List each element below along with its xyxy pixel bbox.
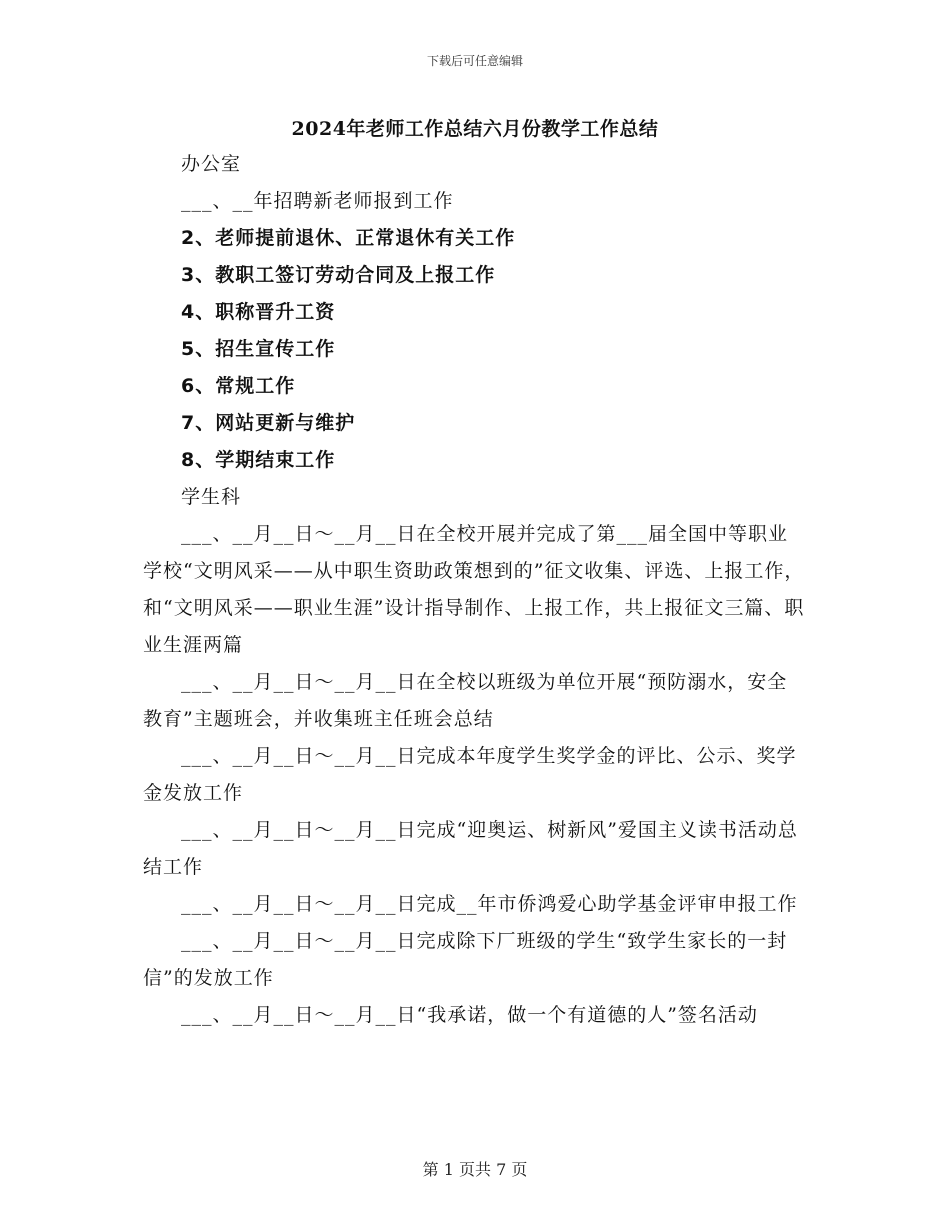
body-paragraph: ___、__月__日～__月__日在全校以班级为单位开展“预防溺水，安全教育”主题班会，并收集班主任班会总结 (143, 671, 788, 730)
body-paragraph: ___、__月__日～__月__日完成本年度学生奖学金的评比、公示、奖学金发放工作 (143, 745, 797, 804)
list-item: 3、教职工签订劳动合同及上报工作 (181, 264, 496, 286)
page-header: 下载后可任意编辑 (426, 54, 523, 68)
list-item: 7、网站更新与维护 (181, 412, 356, 434)
list-item: 2、老师提前退休、正常退休有关工作 (181, 227, 516, 249)
list-item: 8、学期结束工作 (181, 449, 336, 471)
section-heading-student-affairs: 学生科 (181, 486, 242, 508)
page-footer: 第 1 页共 7 页 (422, 1160, 528, 1179)
body-paragraph: ___、__月__日～__月__日“我承诺，做一个有道德的人”签名活动 (181, 1004, 758, 1026)
list-item: ___、__年招聘新老师报到工作 (181, 190, 454, 212)
section-heading-office: 办公室 (181, 153, 242, 175)
list-item: 5、招生宣传工作 (181, 338, 336, 360)
body-paragraph: ___、__月__日～__月__日完成“迎奥运、树新风”爱国主义读书活动总结工作 (143, 819, 798, 878)
body-paragraph: ___、__月__日～__月__日完成__年市侨鸿爱心助学基金评审申报工作 (181, 893, 798, 915)
list-item: 6、常规工作 (181, 375, 296, 397)
document-title: 2024年老师工作总结六月份教学工作总结 (291, 118, 659, 140)
body-paragraph: ___、__月__日～__月__日在全校开展并完成了第___届全国中等职业学校“文明风采——从中职生资助政策想到的”征文收集、评选、上报工作，和“文明风采——职业生涯”设计指导制作、上报工作，共上报征文三篇、职业生涯两篇 (143, 523, 805, 656)
document-body (143, 146, 807, 1034)
body-paragraph: ___、__月__日～__月__日完成除下厂班级的学生“致学生家长的一封信”的发放工作 (143, 930, 788, 989)
list-item: 4、职称晋升工资 (181, 301, 336, 323)
